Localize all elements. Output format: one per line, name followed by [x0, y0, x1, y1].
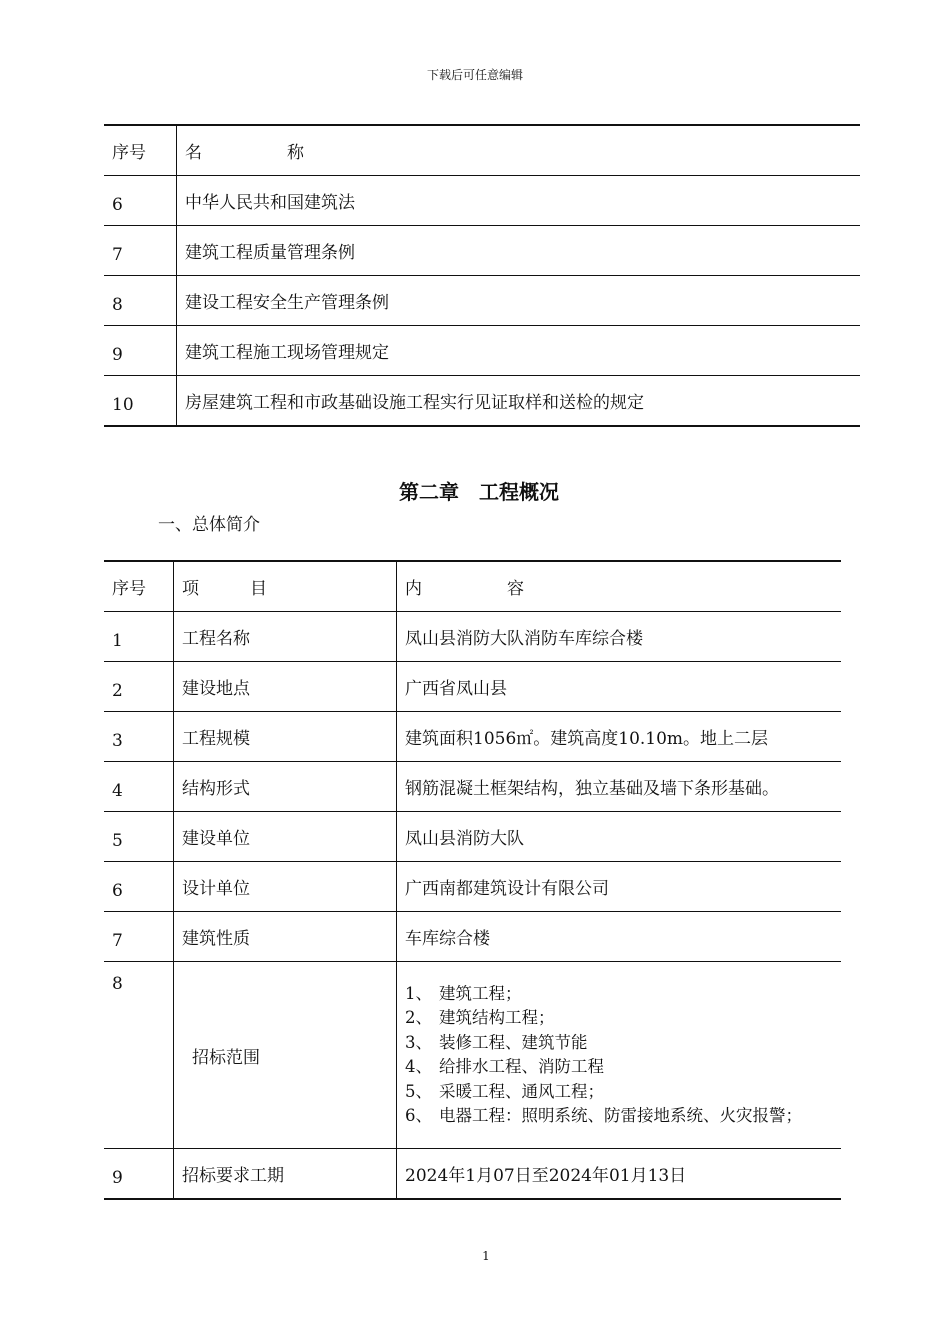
table-row [104, 326, 860, 376]
project-overview-table [104, 560, 841, 1200]
row-item: 工程名称 [174, 612, 397, 662]
row-index: 3 [112, 730, 123, 751]
table-header-row [104, 125, 860, 176]
page-number: 1 [482, 1249, 490, 1263]
row-item: 建筑性质 [174, 912, 397, 962]
row-index: 8 [104, 962, 174, 1149]
table-row-scope [104, 962, 841, 1149]
row-index: 10 [112, 394, 134, 415]
scope-item-number: 1、 [405, 983, 432, 1003]
column-header-index: 序号 [104, 561, 174, 612]
column-header-name: 名 称 [177, 125, 861, 176]
row-index: 9 [112, 1167, 123, 1188]
table-row [104, 712, 841, 762]
table-header-row [104, 561, 841, 612]
row-content: 建筑面积1056㎡。建筑高度10.10m。地上二层 [397, 712, 842, 762]
table-row [104, 276, 860, 326]
row-index: 6 [112, 880, 123, 901]
table-row [104, 176, 860, 226]
scope-item [405, 982, 841, 1007]
scope-item-text: 建筑结构工程； [439, 1008, 555, 1027]
section-title: 一、总体简介 [158, 515, 260, 535]
row-item: 招标范围 [174, 962, 397, 1149]
row-content: 车库综合楼 [397, 912, 842, 962]
page-header: 下载后可任意编辑 [426, 68, 523, 82]
table-row [104, 226, 860, 276]
table-row [104, 812, 841, 862]
table-row [104, 1149, 841, 1200]
row-item: 建设单位 [174, 812, 397, 862]
column-header-item: 项 目 [174, 561, 397, 612]
table-row [104, 612, 841, 662]
row-content: 钢筋混凝土框架结构，独立基础及墙下条形基础。 [397, 762, 842, 812]
scope-item [405, 1080, 841, 1105]
row-index: 7 [112, 930, 123, 951]
scope-item-text: 装修工程、建筑节能 [439, 1032, 588, 1052]
row-name: 建设工程安全生产管理条例 [177, 276, 861, 326]
row-item: 结构形式 [174, 762, 397, 812]
scope-item-number: 6、 [405, 1106, 432, 1125]
row-item: 招标要求工期 [174, 1149, 397, 1200]
table-row [104, 662, 841, 712]
row-index: 7 [112, 244, 123, 265]
row-item: 工程规模 [174, 712, 397, 762]
row-content: 2024年1月07日至2024年01月13日 [397, 1149, 842, 1200]
table-row [104, 912, 841, 962]
scope-item-number: 3、 [405, 1032, 432, 1052]
row-content: 凤山县消防大队消防车库综合楼 [397, 612, 842, 662]
scope-item [405, 1006, 841, 1031]
row-name: 中华人民共和国建筑法 [177, 176, 861, 226]
row-content: 广西省凤山县 [397, 662, 842, 712]
row-content [397, 962, 842, 1149]
row-content: 广西南都建筑设计有限公司 [397, 862, 842, 912]
row-name: 建筑工程质量管理条例 [177, 226, 861, 276]
row-index: 4 [112, 780, 123, 801]
regulations-table [104, 124, 860, 427]
table-row [104, 762, 841, 812]
scope-item-number: 4、 [405, 1057, 432, 1076]
row-index: 2 [112, 680, 123, 701]
row-item: 设计单位 [174, 862, 397, 912]
chapter-title: 第二章 工程概况 [399, 480, 559, 504]
row-index: 9 [112, 344, 123, 365]
scope-item [405, 1055, 841, 1080]
row-index: 8 [112, 294, 123, 315]
scope-item [405, 1104, 841, 1129]
row-index: 6 [112, 194, 123, 215]
column-header-content: 内 容 [397, 561, 842, 612]
row-name: 房屋建筑工程和市政基础设施工程实行见证取样和送检的规定 [177, 376, 861, 427]
scope-item [405, 1031, 841, 1056]
table-row [104, 376, 860, 427]
scope-item-text: 电器工程：照明系统、防雷接地系统、火灾报警； [439, 1106, 802, 1125]
scope-item-text: 采暖工程、通风工程； [439, 1081, 604, 1101]
row-index: 1 [112, 630, 123, 651]
row-item: 建设地点 [174, 662, 397, 712]
scope-item-text: 建筑工程； [439, 983, 522, 1003]
column-header-index: 序号 [104, 125, 177, 176]
row-content: 凤山县消防大队 [397, 812, 842, 862]
row-name: 建筑工程施工现场管理规定 [177, 326, 861, 376]
scope-item-number: 5、 [405, 1081, 432, 1101]
scope-list [405, 982, 841, 1129]
row-index: 5 [112, 830, 123, 851]
table-row [104, 862, 841, 912]
scope-item-number: 2、 [405, 1008, 432, 1027]
scope-item-text: 给排水工程、消防工程 [439, 1057, 604, 1076]
